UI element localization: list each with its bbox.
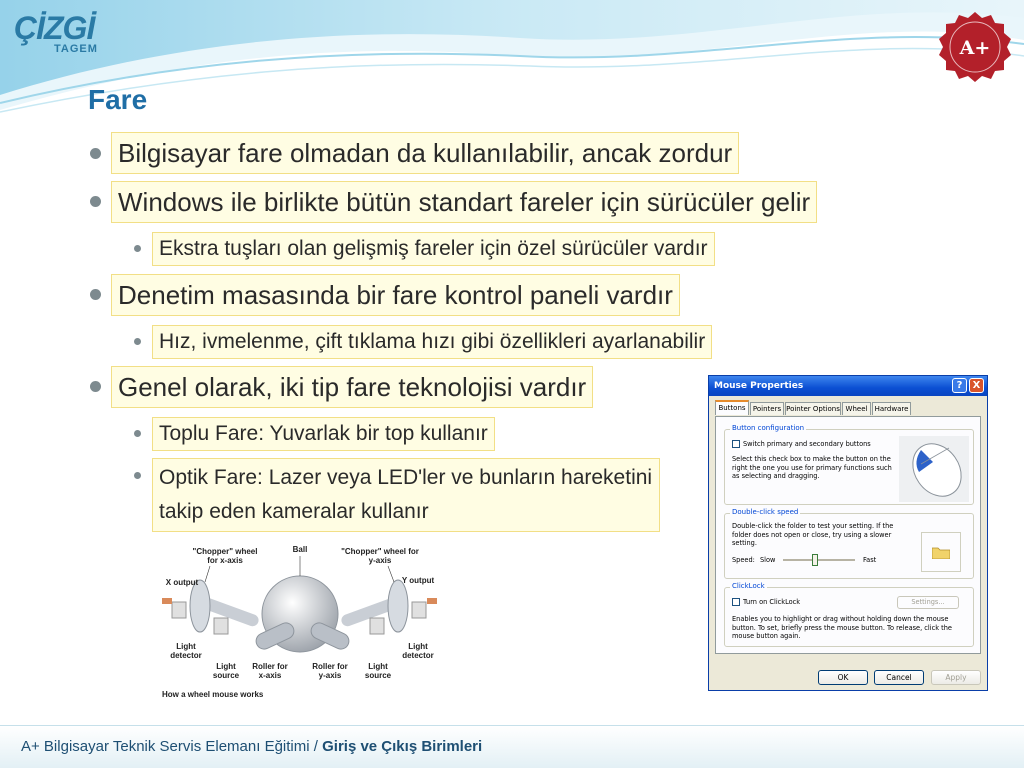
speed-slider-thumb[interactable] <box>812 554 818 566</box>
speed-fast-label: Fast <box>863 556 877 564</box>
tab-wheel[interactable]: Wheel <box>842 402 871 415</box>
clicklock-settings-button[interactable]: Settings... <box>897 596 959 609</box>
bullet-dot <box>90 196 101 207</box>
label-light-detector-right: Light detector <box>402 642 434 660</box>
clicklock-checkbox-label: Turn on ClickLock <box>743 598 801 606</box>
close-button[interactable]: X <box>969 378 984 393</box>
label-roller-y: Roller for y-axis <box>312 662 348 680</box>
tab-hardware[interactable]: Hardware <box>872 402 911 415</box>
switch-buttons-checkbox[interactable] <box>732 440 740 448</box>
wheel-mouse-diagram <box>160 544 439 702</box>
clicklock-group <box>724 582 974 647</box>
slide-title: Fare <box>88 84 148 115</box>
dialog-title-bar <box>709 376 987 396</box>
test-folder-box[interactable] <box>921 532 961 572</box>
double-click-speed-label: Double-click speed <box>732 508 799 516</box>
bullet-dot <box>90 289 101 300</box>
logo-sub: TAGEM <box>54 43 98 55</box>
sub-bullet-dot <box>134 472 141 479</box>
double-click-speed-group <box>724 508 974 579</box>
speed-slow-label: Slow <box>760 556 776 564</box>
clicklock-label: ClickLock <box>732 582 765 590</box>
seal-text: A+ <box>959 37 991 59</box>
label-chopper-y: "Chopper" wheel for y-axis <box>341 547 419 565</box>
bullet-4: Genel olarak, iki tip fare teknolojisi vardır <box>111 366 593 408</box>
bullet-1: Bilgisayar fare olmadan da kullanılabilir, ancak zordur <box>111 132 739 174</box>
cizgi-logo <box>14 10 104 60</box>
double-click-description: Double-click the folder to test your setting. If the folder does not open or close, try using a slower setting. <box>732 522 894 548</box>
sub-bullet-dot <box>134 245 141 252</box>
label-x-output: X output <box>165 578 199 587</box>
mouse-properties-dialog <box>708 375 988 691</box>
sub-bullet-2-1: Ekstra tuşları olan gelişmiş fareler için özel sürücüler vardır <box>152 232 715 266</box>
tab-pointer-options[interactable]: Pointer Options <box>785 402 841 415</box>
switch-buttons-label: Switch primary and secondary buttons <box>743 440 871 448</box>
label-light-source-right: Light source <box>364 662 392 680</box>
folder-icon <box>932 546 950 559</box>
mouse-mechanism-drawing <box>160 544 439 702</box>
footer-separator: / <box>309 738 323 755</box>
footer-course: A+ Bilgisayar Teknik Servis Elemanı Eğitimi <box>21 738 310 755</box>
a-plus-seal <box>938 10 1012 84</box>
bullet-3: Denetim masasında bir fare kontrol paneli vardır <box>111 274 680 316</box>
switch-buttons-description: Select this check box to make the button on the right the one you use for primary functions such as selecting and dragging. <box>732 455 892 481</box>
apply-button[interactable]: Apply <box>931 670 981 685</box>
label-y-output: Y output <box>401 576 435 585</box>
button-configuration-group <box>724 424 974 505</box>
header-wave <box>0 0 1024 140</box>
bullet-2: Windows ile birlikte bütün standart fareler için sürücüler gelir <box>111 181 817 223</box>
sub-bullet-3-1: Hız, ivmelenme, çift tıklama hızı gibi özellikleri ayarlanabilir <box>152 325 712 359</box>
tab-pointers[interactable]: Pointers <box>750 402 784 415</box>
label-chopper-x: "Chopper" wheel for x-axis <box>192 547 258 565</box>
dialog-title: Mouse Properties <box>714 381 804 391</box>
speed-label: Speed: <box>732 556 755 564</box>
label-light-source-left: Light source <box>212 662 240 680</box>
sub-bullet-4-1: Toplu Fare: Yuvarlak bir top kullanır <box>152 417 495 451</box>
mouse-image <box>899 436 969 502</box>
buttons-tab-panel <box>715 416 981 654</box>
diagram-caption: How a wheel mouse works <box>162 690 264 699</box>
footer-section: Giriş ve Çıkış Birimleri <box>322 738 483 755</box>
clicklock-checkbox[interactable] <box>732 598 740 606</box>
cancel-button[interactable]: Cancel <box>874 670 924 685</box>
sub-bullet-dot <box>134 338 141 345</box>
bullet-dot <box>90 381 101 392</box>
label-roller-x: Roller for x-axis <box>252 662 288 680</box>
footer <box>0 726 1024 768</box>
clicklock-description: Enables you to highlight or drag without holding down the mouse button. To set, briefly press the mouse button. To release, click the mouse button again. <box>732 615 952 641</box>
label-ball: Ball <box>292 545 308 554</box>
ok-button[interactable]: OK <box>818 670 868 685</box>
speed-slider-track[interactable] <box>783 559 855 561</box>
sub-bullet-dot <box>134 430 141 437</box>
bullet-dot <box>90 148 101 159</box>
button-configuration-label: Button configuration <box>732 424 805 432</box>
help-button[interactable]: ? <box>952 378 967 393</box>
footer-text <box>21 738 482 755</box>
sub-bullet-4-2: Optik Fare: Lazer veya LED'ler ve bunların hareketini takip eden kameralar kullanır <box>152 458 660 532</box>
label-light-detector-left: Light detector <box>170 642 202 660</box>
tab-buttons[interactable]: Buttons <box>715 400 749 415</box>
logo-main: ÇİZGİ <box>14 10 95 46</box>
